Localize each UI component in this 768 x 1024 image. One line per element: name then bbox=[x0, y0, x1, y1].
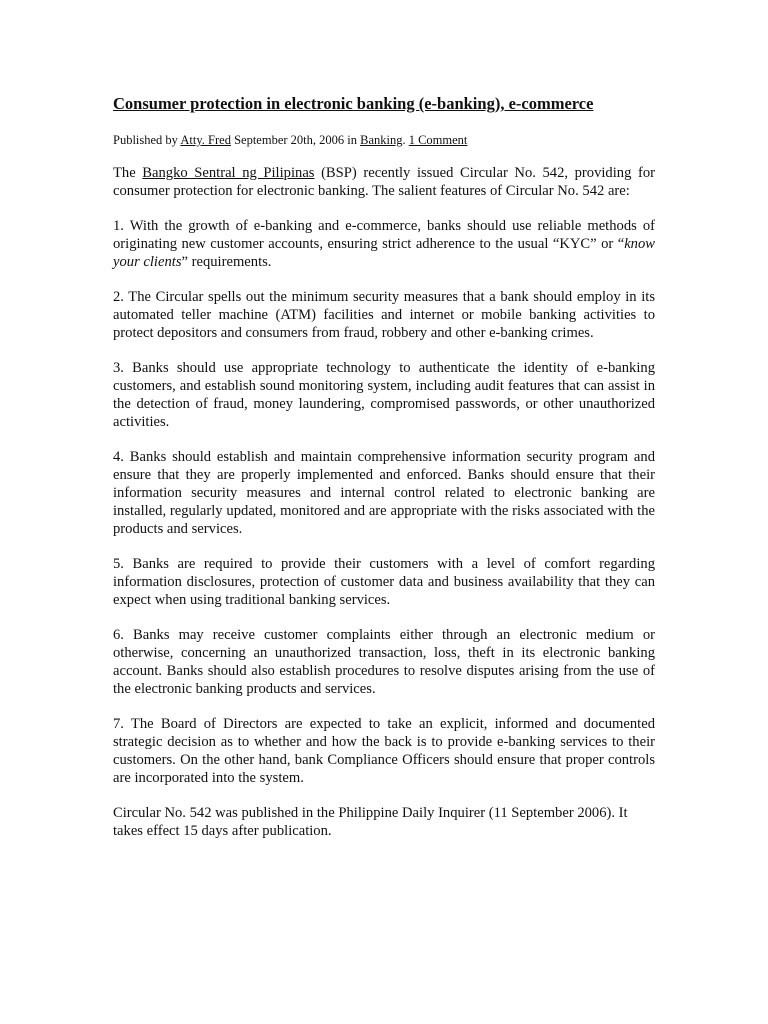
intro-pre: The bbox=[113, 165, 143, 181]
article-title: Consumer protection in electronic banking (e-banking), e-commerce bbox=[113, 94, 594, 113]
feature-item-1 bbox=[113, 217, 655, 271]
item1-emphasis: know your clients bbox=[113, 236, 655, 270]
item1-post: ” requirements. bbox=[181, 254, 272, 270]
meta-date: September 20th, 2006 in bbox=[230, 133, 361, 147]
article-meta bbox=[113, 132, 655, 148]
bsp-link[interactable]: Bangko Sentral ng Pilipinas bbox=[142, 165, 315, 181]
feature-item-2: 2. The Circular spells out the minimum security measures that a bank should employ in its automated teller machine (ATM) facilities and internet or mobile banking activities to protect depositors and consumers from fraud, robbery and other e-banking crimes. bbox=[113, 289, 655, 341]
category-link[interactable]: Banking bbox=[360, 133, 403, 147]
author-link[interactable]: Atty. Fred bbox=[180, 133, 231, 147]
feature-item-7: 7. The Board of Directors are expected to take an explicit, informed and documented strategic decision as to whether and how the back is to provide e-banking services to their customers. On the other hand, bank Compliance Officers should ensure that proper controls are incorporated into the system. bbox=[113, 716, 655, 786]
intro-paragraph bbox=[113, 164, 655, 200]
feature-item-3: 3. Banks should use appropriate technology to authenticate the identity of e-banking customers, and establish sound monitoring system, including audit features that can assist in the detection of fraud, money laundering, compromised passwords, or other unauthorized activities. bbox=[113, 360, 655, 430]
intro-post: (BSP) recently issued Circular No. 542, providing for consumer protection for electronic banking. The salient features of Circular No. 542 are: bbox=[113, 165, 655, 199]
comments-link[interactable]: 1 Comment bbox=[408, 133, 468, 147]
feature-item-5: 5. Banks are required to provide their customers with a level of comfort regarding information disclosures, protection of customer data and business availability that they can expect when using traditional banking services. bbox=[113, 556, 655, 608]
closing-paragraph: Circular No. 542 was published in the Philippine Daily Inquirer (11 September 2006). It takes effect 15 days after publication. bbox=[113, 805, 628, 839]
feature-item-4: 4. Banks should establish and maintain comprehensive information security program and ensure that they are properly implemented and enforced. Banks should ensure that their information security measures and internal control related to electronic banking are installed, regularly updated, monitored and are appropriate with the risks associated with the products and services. bbox=[113, 449, 655, 537]
feature-item-6: 6. Banks may receive customer complaints either through an electronic medium or otherwise, concerning an unauthorized transaction, loss, theft in its electronic banking account. Banks should also establish procedures to resolve disputes arising from the use of the electronic banking products and services. bbox=[113, 627, 655, 697]
item1-pre: 1. With the growth of e-banking and e-commerce, banks should use reliable methods of originating new customer accounts, ensuring strict adherence to the usual “KYC” or “ bbox=[113, 218, 655, 252]
meta-prefix: Published by bbox=[113, 133, 181, 147]
meta-separator: . bbox=[402, 133, 409, 147]
